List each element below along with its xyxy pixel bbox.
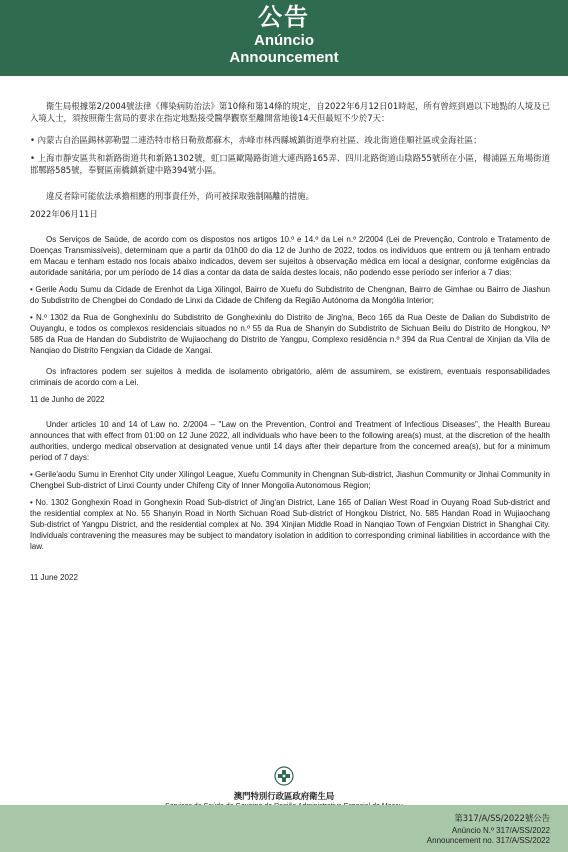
pt-date: 11 de Junho de 2022 <box>30 395 105 404</box>
pt-bullet-2: • N.º 1302 da Rua de Gonghexinlu do Subdistrito de Gonghexinlu do Distrito de Jing'na, Beco 165 da Rua Oeste de Dalian do Subdistrito de Ouyanglu, e todos os complexos residenciais situados no n.º 55 da Rua de Shanyin do Subdistrito de Sichuan Beilu do Distrito de Hongkou, Nº 585 da Rua de Handan do Subdistrito de Wujiaochang do Distrito de Yangpu, Complexo residência n.º 394 da Rua Central de Xinjian da Vila de Nanqiao do Distrito Fengxian da Cidade de Xangai. <box>30 313 550 355</box>
pt-closing: Os infractores podem ser sujeitos à medida de isolamento obrigatório, além de assumirem, se existirem, eventuais responsabilidades criminais de acordo com a Lei. <box>30 367 550 387</box>
health-bureau-emblem-icon <box>274 766 294 786</box>
zh-bullet-1: • 內蒙古自治區錫林郭勒盟二連浩特市格日勒敖都蘇木，赤峰市林西縣城鎮街道學府社區、竣北街道佳順社區或金海社區； <box>30 135 482 145</box>
pt-bullet-1: • Gerile Aodu Sumu da Cidade de Erenhot da Liga Xilingol, Bairro de Xuefu do Subdistrito de Chengnan, Bairro de Gimhae ou Bairro de Jiashun do Subdistrito de Chengbei do Condado de Linxi da Cidade de Chifeng da Região Autónoma da Mongólia Interior; <box>30 285 550 305</box>
title-portuguese: Anúncio <box>254 32 314 49</box>
en-intro: Under articles 10 and 14 of Law no. 2/2004 – "Law on the Prevention, Control and Treatment of Infectious Diseases", the Health Bureau announces that with effect from 01:00 on 12 June 2022, all individuals who have been to the following area(s) must, at the discretion of the health authorities, undergo medical observation at designated venue until 14 days after their departure from the concerned area(s), but for a minimum period of 7 days: <box>30 420 550 462</box>
announcement-header <box>0 0 568 76</box>
zh-date: 2022年06月11日 <box>30 209 98 219</box>
en-bullet-1: • Gerile'aodu Sumu in Erenhot City under Xilingol League, Xuefu Community in Chengnan Sub-district, Jiashun Community or Jinhai Community in Chengbei Sub-district of Linxi County under Chifeng City of Inner Mongolia Autonomous Region; <box>30 470 550 490</box>
reference-number-portuguese: Anúncio N.º 317/A/SS/2022 <box>451 826 550 835</box>
zh-closing: 違反者除可能依法承擔相應的刑事責任外，尚可被採取強制隔離的措施。 <box>46 191 314 201</box>
pt-intro: Os Serviços de Saúde, de acordo com os dispostos nos artigos 10.º e 14.º da Lei n.º 2/2004 (Lei de Prevenção, Controlo e Tratamento de Doenças Transmissíveis), determinam que a partir da 01h00 do dia 12 de Junho de 2022, todos os indivíduos que entrem ou já tenham entrado em Macau e tenham estado nos locais abaixo indicados, devem ser sujeitos à observação médica em local a designar, conforme exigências da autoridade sanitária, por um período de 14 dias a contar da data de saída destes locais, não podendo esse período ser inferior a 7 dias: <box>30 235 550 277</box>
title-chinese: 公告 <box>258 3 310 31</box>
announcement-body <box>30 100 550 583</box>
zh-intro: 衛生局根據第2/2004號法律《傳染病防治法》第10條和第14條的規定，自2022年6月12日01時起，所有曾經到過以下地點的人境及已入境人士，須按照衛生當局的要求在指定地點接受醫學觀察至離開當地後14天但最短不少於7天： <box>30 101 550 123</box>
organization-name-chinese: 澳門特別行政區政府衛生局 <box>233 791 335 801</box>
reference-number-english: Announcement no. 317/A/SS/2022 <box>426 836 550 845</box>
en-date: 11 June 2022 <box>30 573 78 582</box>
title-english: Announcement <box>229 49 339 66</box>
zh-bullet-2: • 上海市靜安區共和新路街道共和新路1302號，虹口區歐陽路街道大連西路165弄、四川北路街道山陰路55號所在小區，楊浦區五角場街道邯鄲路585號，奉賢區南橋鎮新建中路394號小區。 <box>30 153 550 175</box>
en-bullet-2: • No. 1302 Gonghexin Road in Gonghexin Road Sub-district of Jing'an District, Lane 165 of Dalian West Road in Ouyang Road Sub-district and the residential complex at No. 55 Shanyin Road in North Sichuan Road Sub-district of Hongkou District, No. 585 Handan Road in Wujiaochang Sub-district of Yangpu District, and the residential complex at No. 394 Xinjian Middle Road in Nanqiao Town of Fengxian District in Shanghai City. Individuals contravening the measures may be subject to mandatory isolation in addition to corresponding criminal liabilities in accordance with the law. <box>30 498 550 551</box>
reference-number-chinese: 第317/A/SS/2022號公告 <box>454 813 550 823</box>
